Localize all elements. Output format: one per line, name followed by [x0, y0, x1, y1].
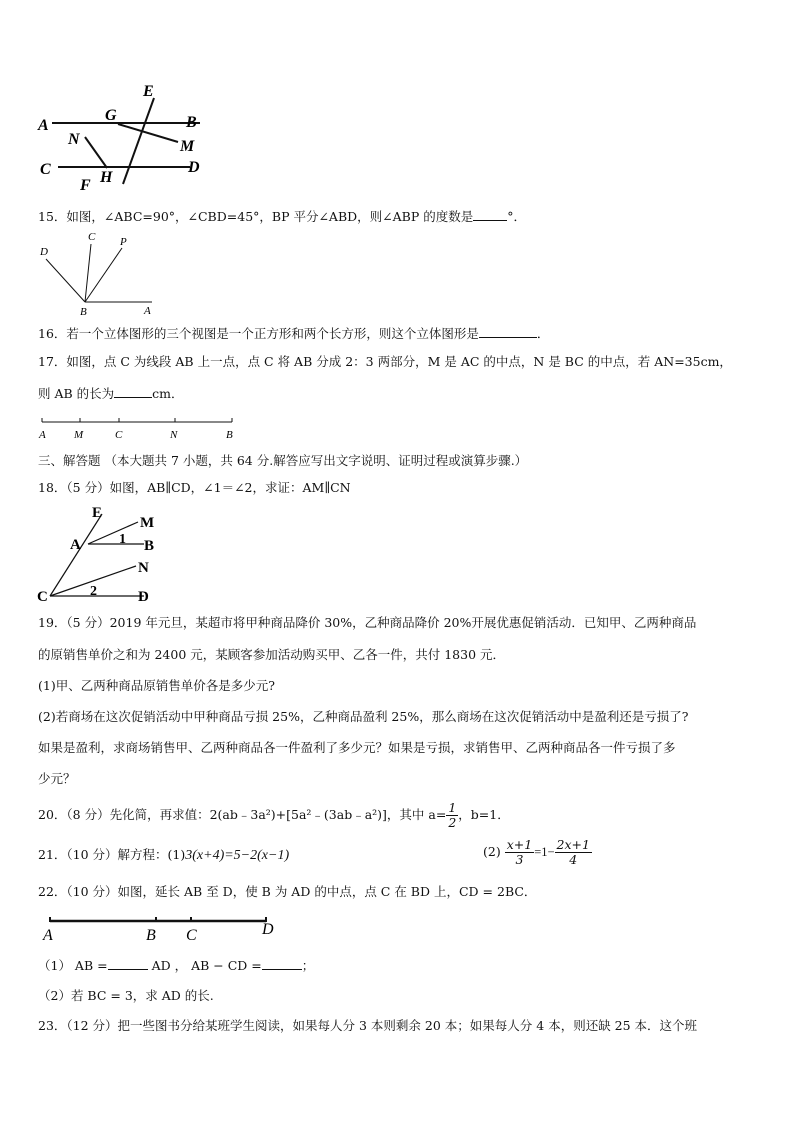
figure-segment-ab: [34, 414, 244, 444]
question-19-sub1: (1)甲、乙两种商品原销售单价各是多少元?: [38, 678, 275, 693]
label-C: C: [115, 429, 123, 441]
question-16-tail: ．: [536, 326, 550, 341]
label-C: C: [40, 161, 51, 178]
label-B: B: [226, 429, 233, 441]
question-22: 22．（10 分）如图，延长 AB 至 D，使 B 为 AD 的中点，点 C 在 BD 上，CD = 2BC．: [38, 884, 537, 899]
label-C: C: [186, 927, 197, 944]
label-E: E: [92, 505, 103, 521]
label-N: N: [138, 560, 149, 576]
question-18: 18．（5 分）如图，AB∥CD，∠1＝∠2，求证：AM∥CN: [38, 480, 351, 495]
label-P: P: [120, 236, 127, 248]
answer-blank-17[interactable]: [114, 385, 152, 398]
question-20-pre: 20．（8 分）先化简，再求值：2(ab﹣3a²)+[5a²﹣(3ab﹣a²)]，其中 a=: [38, 807, 447, 822]
fraction-numerator: 1: [448, 800, 457, 815]
label-B: B: [144, 538, 155, 554]
sub1-post: ；: [301, 958, 315, 973]
question-21-part1: [38, 847, 289, 864]
label-N: N: [68, 131, 80, 148]
label-A: A: [38, 117, 49, 134]
sub1-pre: （1） AB =: [38, 958, 108, 973]
fraction-x-plus-1-over-3: [505, 838, 534, 867]
question-17-line1: 17．如图，点 C 为线段 AB 上一点，点 C 将 AB 分成 2：3 两部分，M 是 AC 的中点，N 是 BC 的中点，若 AN=35cm，: [38, 354, 732, 369]
equation-mid: =1−: [534, 845, 555, 859]
question-20-post: ，b=1．: [458, 807, 510, 822]
figure-parallel-proof: [34, 500, 174, 610]
label-D: D: [138, 589, 149, 605]
label-B: B: [146, 927, 156, 944]
denominator: 3: [515, 852, 524, 867]
question-19-sub2c: 少元？: [38, 771, 76, 786]
fraction-2x-plus-1-over-4: [555, 838, 592, 867]
label-N: N: [170, 429, 178, 441]
question-23: 23．（12 分）把一些图书分给某班学生阅读，如果每人分 3 本则剩余 20 本；如果每人分 4 本，则还缺 25 本．这个班: [38, 1018, 698, 1033]
question-15-tail: °．: [507, 209, 527, 224]
part-2-label: (2): [483, 844, 501, 859]
question-22-sub1: [38, 957, 314, 974]
label-A: A: [70, 537, 81, 553]
fraction-denominator: 2: [448, 815, 457, 830]
question-21-pre: 21．（10 分）解方程：(1): [38, 847, 186, 862]
figure-segment-ad: [34, 910, 284, 944]
label-M: M: [74, 429, 84, 441]
figure-parallel-lines-transversal: [30, 80, 220, 195]
answer-blank-22b[interactable]: [262, 957, 302, 970]
question-21-part2: [483, 838, 592, 867]
label-D: D: [262, 921, 274, 938]
label-G: G: [105, 107, 117, 124]
label-D: D: [40, 246, 48, 258]
question-22-sub2: （2）若 BC = 3，求 AD 的长.: [38, 988, 214, 1003]
label-angle-1: 1: [119, 532, 126, 547]
fraction-one-half: [446, 801, 458, 830]
question-15: [38, 208, 526, 225]
question-19-line1: 19．（5 分）2019 年元旦，某超市将甲种商品降价 30%，乙种商品降价 20%开展优惠促销活动．已知甲、乙两种商品: [38, 615, 697, 630]
figure-angle-abc: [34, 228, 164, 318]
question-16-text: 16．若一个立体图形的三个视图是一个正方形和两个长方形，则这个立体图形是: [38, 326, 479, 341]
equation-1: 3(x+4)=5−2(x−1): [185, 848, 290, 863]
question-17-pre: 则 AB 的长为: [38, 386, 115, 401]
label-B: B: [80, 306, 87, 318]
denominator: 4: [569, 852, 578, 867]
label-A: A: [39, 429, 46, 441]
label-D: D: [188, 159, 200, 176]
numerator: 2x+1: [556, 837, 590, 852]
label-E: E: [143, 83, 154, 100]
answer-blank-16[interactable]: [479, 325, 537, 338]
question-20: [38, 800, 510, 830]
question-19-sub2a: (2)若商场在这次促销活动中甲种商品亏损 25%，乙种商品盈利 25%，那么商场在这次促销活动中是盈利还是亏损了?: [38, 709, 689, 724]
label-M: M: [180, 138, 195, 155]
section-3-heading: 三、解答题 （本大题共 7 小题，共 64 分.解答应写出文字说明、证明过程或演算步骤.）: [38, 453, 528, 468]
question-17-post: cm．: [152, 386, 184, 401]
label-H: H: [100, 169, 113, 186]
sub1-mid: AD ， AB − CD =: [151, 958, 262, 973]
label-A: A: [144, 305, 151, 317]
label-M: M: [140, 515, 155, 531]
question-17-line2: [38, 385, 184, 402]
label-C: C: [37, 589, 48, 605]
label-B: B: [186, 114, 197, 131]
answer-blank-15[interactable]: [473, 208, 507, 221]
label-A: A: [43, 927, 53, 944]
question-16: [38, 325, 549, 342]
numerator: x+1: [506, 837, 533, 852]
answer-blank-22a[interactable]: [108, 957, 148, 970]
label-angle-2: 2: [90, 584, 97, 599]
label-F: F: [80, 177, 91, 194]
label-C: C: [88, 231, 96, 243]
question-19-line2: 的原销售单价之和为 2400 元，某顾客参加活动购买甲、乙各一件，共付 1830 元．: [38, 647, 506, 662]
question-15-text: 15．如图，∠ABC=90°，∠CBD=45°，BP 平分∠ABD，则∠ABP 的度数是: [38, 209, 474, 224]
question-19-sub2b: 如果是盈利，求商场销售甲、乙两种商品各一件盈利了多少元？如果是亏损，求销售甲、乙两种商品各一件亏损了多: [38, 740, 676, 755]
